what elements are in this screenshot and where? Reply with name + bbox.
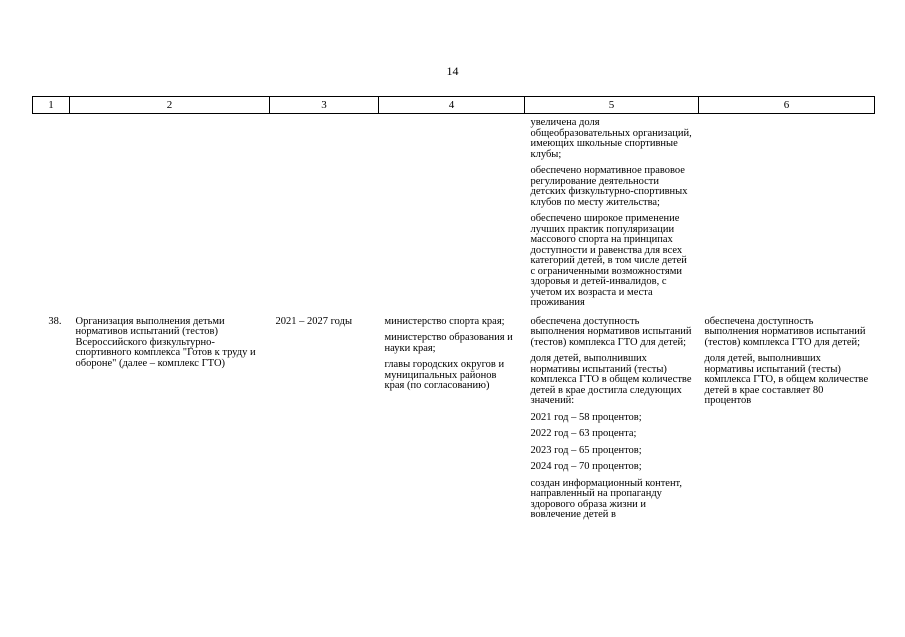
column-number-1: 1	[33, 97, 70, 114]
result-paragraph: доля детей, выполнивших нормативы испытаний (тесты) комплекса ГТО в общем количестве детей в крае достигла следующих значений:	[530, 353, 692, 406]
expected-results-cell	[525, 317, 699, 521]
executor-paragraph: министерство спорта края;	[384, 315, 505, 327]
result-paragraph: обеспечено нормативное правовое регулирование деятельности детских физкультурно-спортивных клубов по месту жительства;	[530, 165, 688, 208]
cell-empty	[270, 114, 379, 317]
row-number: 38.	[48, 315, 62, 327]
table-row-continuation	[33, 114, 875, 317]
column-number-5: 5	[525, 97, 699, 114]
result-paragraph: 2024 год – 70 процентов;	[530, 461, 642, 472]
column-number-3: 3	[270, 97, 379, 114]
expected-results-cell	[525, 114, 699, 317]
indicators-cell	[699, 317, 875, 521]
cell-empty	[379, 114, 525, 317]
indicator-paragraph: доля детей, выполнивших нормативы испытаний (тесты) комплекса ГТО, в общем количестве детей в крае составляет 80 процентов	[704, 353, 869, 406]
executor-paragraph: главы городских округов и муниципальных районов края (по согласованию)	[384, 359, 505, 391]
cell-empty	[70, 114, 270, 317]
cell-empty	[33, 114, 70, 317]
result-paragraph: создан информационный контент, направленный на пропаганду здорового образа жизни и вовлечение детей в	[530, 477, 682, 520]
measure-text: Организация выполнения детьми нормативов испытаний (тестов) Всероссийского физкультурно-спортивного комплекса "Готов к труду и обороне" (далее – комплекс ГТО)	[75, 315, 256, 369]
cell-empty	[699, 114, 875, 317]
table-row-38	[33, 317, 875, 521]
period-text: 2021 – 2027 годы	[275, 315, 353, 327]
column-number-4: 4	[379, 97, 525, 114]
program-measures-table	[32, 96, 875, 521]
result-paragraph: 2021 год – 58 процентов;	[530, 411, 642, 423]
period-cell	[270, 317, 379, 521]
measure-cell	[70, 317, 270, 521]
result-paragraph: 2023 год – 65 процентов;	[530, 444, 642, 456]
indicator-paragraph: обеспечена доступность выполнения нормативов испытаний (тестов) комплекса ГТО для детей;	[704, 315, 866, 348]
page-number: 14	[446, 64, 459, 78]
column-number-6: 6	[699, 97, 875, 114]
executors-cell	[379, 317, 525, 521]
result-paragraph: обеспечено широкое применение лучших практик популяризации массового спорта на принципах доступности и равенства для всех категорий детей, в том числе детей с ограниченными возможностями здоровья и детей-инвалидов, с учетом их возраста и места проживания	[530, 213, 687, 308]
column-number-2: 2	[70, 97, 270, 114]
executor-paragraph: министерство образования и науки края;	[384, 332, 513, 354]
result-paragraph: обеспечена доступность выполнения нормативов испытаний (тестов) комплекса ГТО для детей;	[530, 315, 692, 348]
result-paragraph: 2022 год – 63 процента;	[530, 428, 637, 439]
result-paragraph: увеличена доля общеобразовательных организаций, имеющих школьные спортивные клубы;	[530, 117, 692, 160]
column-number-row	[33, 97, 875, 114]
